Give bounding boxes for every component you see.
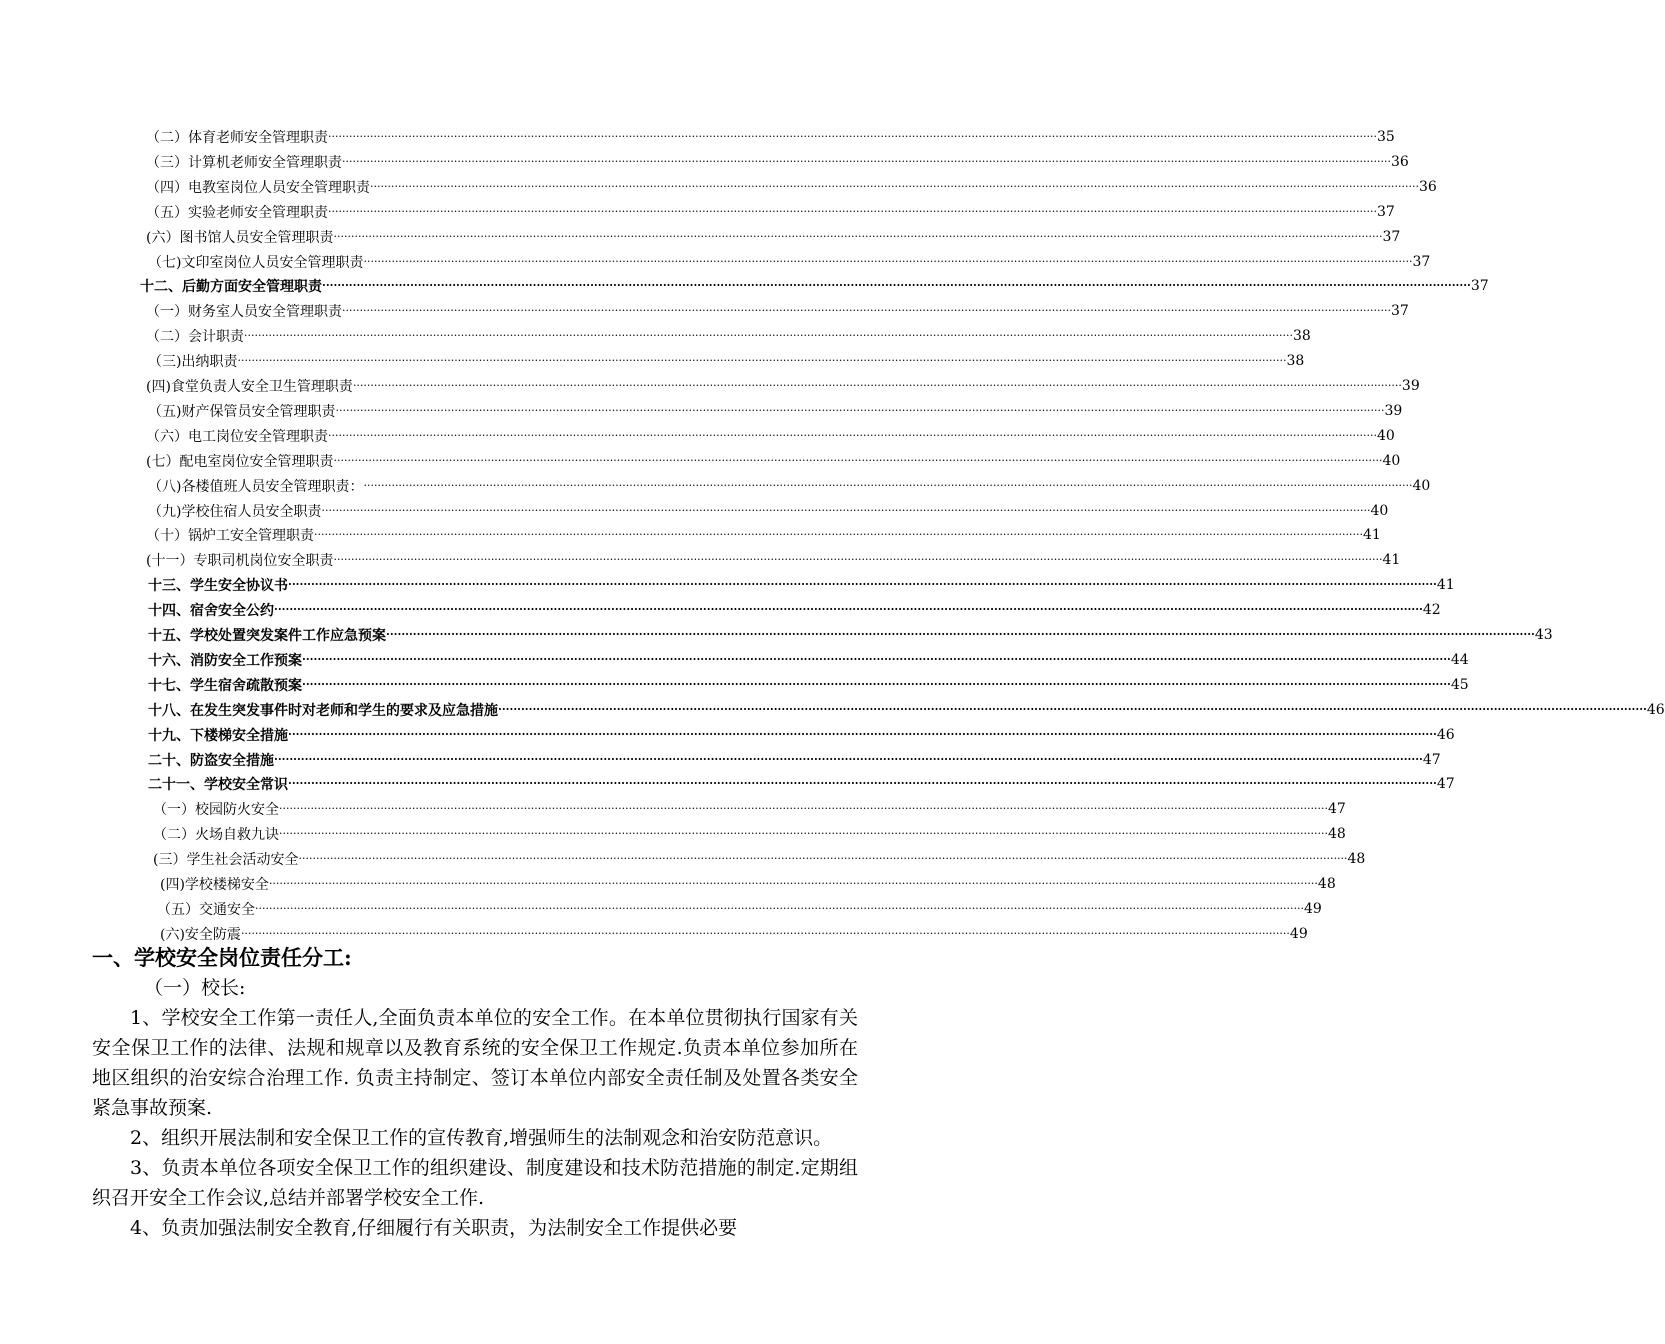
toc-dot-leader: ············································································································································································································································································································ bbox=[333, 453, 1383, 467]
toc-dot-leader: ············································································································································································································································································································ bbox=[335, 403, 1385, 417]
toc-entry bbox=[148, 748, 1441, 772]
toc-entry-title: （二）会计职责 bbox=[146, 329, 244, 346]
toc-dot-leader: ············································································································································································································································································································ bbox=[328, 428, 1377, 442]
toc-entry bbox=[148, 250, 1431, 274]
toc-entry bbox=[148, 598, 1441, 622]
toc-entry-title: (六）图书馆人员安全管理职责 bbox=[146, 229, 334, 246]
toc-dot-leader: ············································································································································································································································································································ bbox=[288, 727, 1437, 741]
toc-entry-title: 十五、学校处置突发案件工作应急预案 bbox=[148, 628, 386, 644]
toc-entry bbox=[146, 523, 1381, 547]
toc-entry bbox=[146, 449, 1401, 473]
toc-entry bbox=[146, 299, 1409, 323]
toc-page-number: 48 bbox=[1347, 851, 1366, 868]
toc-dot-leader: ············································································································································································································································································································ bbox=[352, 379, 1402, 392]
toc-dot-leader: ············································································································································································································································································································ bbox=[298, 852, 1348, 866]
toc-entry-title: (四)食堂负责人安全卫生管理职责 bbox=[146, 379, 353, 395]
toc-page-number: 36 bbox=[1390, 153, 1409, 170]
toc-entry bbox=[148, 648, 1469, 672]
toc-page-number: 43 bbox=[1534, 627, 1553, 643]
toc-dot-leader: ············································································································································································································································································································ bbox=[274, 603, 1423, 617]
toc-entry-title: 十九、下楼梯安全措施 bbox=[148, 727, 288, 744]
toc-entry bbox=[146, 374, 1420, 398]
toc-entry bbox=[148, 772, 1455, 796]
subsection-heading: （一）校长: bbox=[144, 977, 246, 999]
toc-page-number: 48 bbox=[1317, 876, 1336, 892]
toc-dot-leader: ············································································································································································································································································································ bbox=[322, 279, 1471, 293]
toc-entry bbox=[148, 349, 1305, 373]
toc-entry bbox=[153, 847, 1366, 871]
toc-entry bbox=[146, 424, 1395, 448]
toc-dot-leader: ············································································································································································································································································································ bbox=[288, 777, 1437, 791]
toc-entry bbox=[146, 150, 1409, 174]
toc-entry-title: 十七、学生宿舍疏散预案 bbox=[148, 677, 302, 694]
toc-page-number: 37 bbox=[1412, 253, 1431, 270]
toc-entry-title: 二十一、学校安全常识 bbox=[148, 777, 288, 794]
toc-page-number: 41 bbox=[1436, 577, 1455, 594]
toc-page-number: 40 bbox=[1382, 452, 1401, 469]
toc-dot-leader: ············································································································································································································································································································ bbox=[288, 578, 1437, 592]
toc-entry bbox=[148, 723, 1455, 747]
toc-entry bbox=[140, 274, 1489, 298]
toc-entry-title: 十二、后勤方面安全管理职责 bbox=[140, 279, 322, 296]
toc-entry bbox=[148, 573, 1455, 597]
toc-entry-title: (六)安全防震 bbox=[160, 926, 241, 943]
paragraph: 1、学校安全工作第一责任人,全面负责本单位的安全工作。在本单位贯彻执行国家有关安全保卫工作的法律、法规和规章以及教育系统的安全保卫工作规定.负责本单位参加所在地区组织的治安综合治理工作. 负责主持制定、签订本单位内部安全责任制及处置各类安全紧急事故预案. bbox=[92, 1007, 858, 1119]
toc-page-number: 40 bbox=[1376, 427, 1395, 444]
toc-page-number: 36 bbox=[1418, 178, 1437, 195]
toc-entry bbox=[146, 125, 1395, 149]
toc-entry bbox=[146, 175, 1437, 199]
toc-page-number: 35 bbox=[1376, 129, 1395, 145]
toc-dot-leader: ············································································································································································································································································································ bbox=[274, 752, 1423, 766]
toc-dot-leader: ············································································································································································································································································································ bbox=[498, 702, 1647, 716]
toc-entry-title: （七)文印室岗位人员安全管理职责 bbox=[148, 254, 364, 271]
toc-page-number: 47 bbox=[1436, 776, 1455, 793]
toc-entry-title: 二十、防盗安全措施 bbox=[148, 752, 274, 769]
toc-page-number: 47 bbox=[1422, 751, 1441, 768]
toc-dot-leader: ············································································································································································································································································································ bbox=[328, 204, 1377, 218]
toc-page-number: 46 bbox=[1646, 701, 1665, 718]
paragraph: 4、负责加强法制安全教育,仔细履行有关职责，为法制安全工作提供必要 bbox=[130, 1217, 738, 1239]
toc-entry-title: (十一）专职司机岗位安全职责 bbox=[146, 553, 334, 570]
toc-entry-title: (四)学校楼梯安全 bbox=[160, 877, 269, 893]
toc-entry-title: （三）计算机老师安全管理职责 bbox=[146, 154, 342, 171]
toc-entry-title: （五)财产保管员安全管理职责 bbox=[148, 403, 336, 420]
toc-page-number: 38 bbox=[1286, 353, 1305, 370]
toc-entry-title: （十）锅炉工安全管理职责 bbox=[146, 528, 314, 545]
toc-page-number: 37 bbox=[1376, 203, 1395, 220]
toc-dot-leader: ············································································································································································································································································································ bbox=[321, 503, 1371, 517]
toc-entry-title: 十六、消防安全工作预案 bbox=[148, 652, 302, 669]
toc-page-number: 49 bbox=[1289, 925, 1308, 942]
toc-entry bbox=[146, 225, 1401, 249]
toc-page-number: 45 bbox=[1450, 676, 1469, 693]
toc-entry bbox=[153, 797, 1346, 821]
toc-page-number: 44 bbox=[1450, 651, 1469, 668]
toc-entry bbox=[148, 673, 1469, 697]
toc-dot-leader: ············································································································································································································································································································ bbox=[363, 254, 1413, 268]
toc-page-number: 39 bbox=[1401, 378, 1420, 394]
toc-entry bbox=[146, 548, 1401, 572]
toc-entry-title: （一）财务室人员安全管理职责 bbox=[146, 304, 342, 321]
toc-entry-title: （九)学校住宿人员安全职责 bbox=[148, 503, 322, 520]
toc-entry-title: 十八、在发生突发事件时对老师和学生的要求及应急措施 bbox=[148, 702, 498, 719]
toc-dot-leader: ············································································································································································································································································································ bbox=[386, 628, 1535, 641]
toc-entry bbox=[148, 399, 1403, 423]
toc-entry bbox=[148, 499, 1389, 523]
toc-entry bbox=[148, 474, 1431, 498]
toc-entry-title: 十四、宿舍安全公约 bbox=[148, 603, 274, 620]
toc-dot-leader: ············································································································································································································································································································ bbox=[268, 877, 1318, 890]
toc-page-number: 41 bbox=[1362, 527, 1381, 544]
toc-dot-leader: ············································································································································································································································································································ bbox=[240, 926, 1290, 940]
toc-entry-title: （八)各楼值班人员安全管理职责： bbox=[148, 478, 364, 495]
toc-dot-leader: ············································································································································································································································································································ bbox=[244, 329, 1293, 343]
toc-entry-title: （三)出纳职责 bbox=[148, 354, 238, 371]
toc-page-number: 40 bbox=[1370, 502, 1389, 519]
toc-dot-leader: ············································································································································································································································································································ bbox=[314, 528, 1363, 542]
toc-dot-leader: ············································································································································································································································································································ bbox=[279, 802, 1328, 816]
toc-entry-title: （一）校园防火安全 bbox=[153, 802, 279, 819]
toc-entry-title: (七）配电室岗位安全管理职责 bbox=[146, 453, 334, 470]
section-heading: 一、学校安全岗位责任分工: bbox=[92, 945, 352, 970]
toc-entry-title: （二）体育老师安全管理职责 bbox=[146, 130, 328, 146]
toc-dot-leader: ············································································································································································································································································································ bbox=[302, 677, 1451, 691]
toc-entry bbox=[157, 897, 1322, 921]
toc-dot-leader: ············································································································································································································································································································ bbox=[255, 901, 1304, 915]
toc-page-number: 41 bbox=[1382, 552, 1401, 569]
toc-entry-title: (三）学生社会活动安全 bbox=[153, 852, 299, 869]
toc-page-number: 46 bbox=[1436, 726, 1455, 743]
toc-page-number: 48 bbox=[1327, 826, 1346, 843]
toc-entry bbox=[153, 822, 1346, 846]
toc-dot-leader: ············································································································································································································································································································ bbox=[302, 652, 1451, 666]
toc-page-number: 38 bbox=[1292, 328, 1311, 345]
toc-page-number: 42 bbox=[1422, 602, 1441, 619]
toc-dot-leader: ············································································································································································································································································································ bbox=[370, 179, 1419, 193]
toc-entry-title: （二）火场自救九诀 bbox=[153, 827, 279, 844]
paragraph: 3、负责本单位各项安全保卫工作的组织建设、制度建设和技术防范措施的制定.定期组织召开安全工作会议,总结并部署学校安全工作. bbox=[92, 1157, 858, 1209]
toc-page-number: 39 bbox=[1384, 402, 1403, 419]
toc-page-number: 37 bbox=[1390, 303, 1409, 320]
toc-page-number: 40 bbox=[1412, 477, 1431, 494]
toc-entry bbox=[148, 623, 1553, 647]
toc-entry bbox=[148, 698, 1665, 722]
toc-page-number: 37 bbox=[1470, 278, 1489, 295]
toc-entry-title: （五）实验老师安全管理职责 bbox=[146, 204, 328, 221]
toc-dot-leader: ············································································································································································································································································································ bbox=[363, 478, 1413, 492]
toc-dot-leader: ············································································································································································································································································································ bbox=[342, 304, 1391, 318]
toc-dot-leader: ············································································································································································································································································································ bbox=[328, 130, 1377, 143]
toc-entry-title: （六）电工岗位安全管理职责 bbox=[146, 428, 328, 445]
toc-dot-leader: ············································································································································································································································································································ bbox=[237, 354, 1287, 368]
toc-entry-title: （五）交通安全 bbox=[157, 901, 255, 918]
toc-page-number: 49 bbox=[1303, 900, 1322, 917]
toc-entry bbox=[160, 872, 1336, 896]
toc-page-number: 37 bbox=[1382, 228, 1401, 245]
toc-dot-leader: ············································································································································································································································································································ bbox=[279, 827, 1328, 841]
toc-dot-leader: ············································································································································································································································································································ bbox=[333, 229, 1383, 243]
toc-entry-title: 十三、学生安全协议书 bbox=[148, 578, 288, 595]
toc-entry-title: （四）电教室岗位人员安全管理职责 bbox=[146, 179, 370, 196]
toc-dot-leader: ············································································································································································································································································································ bbox=[342, 154, 1391, 168]
toc-dot-leader: ············································································································································································································································································································ bbox=[333, 553, 1383, 567]
toc-entry bbox=[146, 200, 1395, 224]
toc-page-number: 47 bbox=[1327, 801, 1346, 818]
paragraph: 2、组织开展法制和安全保卫工作的宣传教育,增强师生的法制观念和治安防范意识。 bbox=[130, 1127, 833, 1149]
document-body bbox=[92, 943, 858, 1243]
toc-entry bbox=[146, 324, 1311, 348]
